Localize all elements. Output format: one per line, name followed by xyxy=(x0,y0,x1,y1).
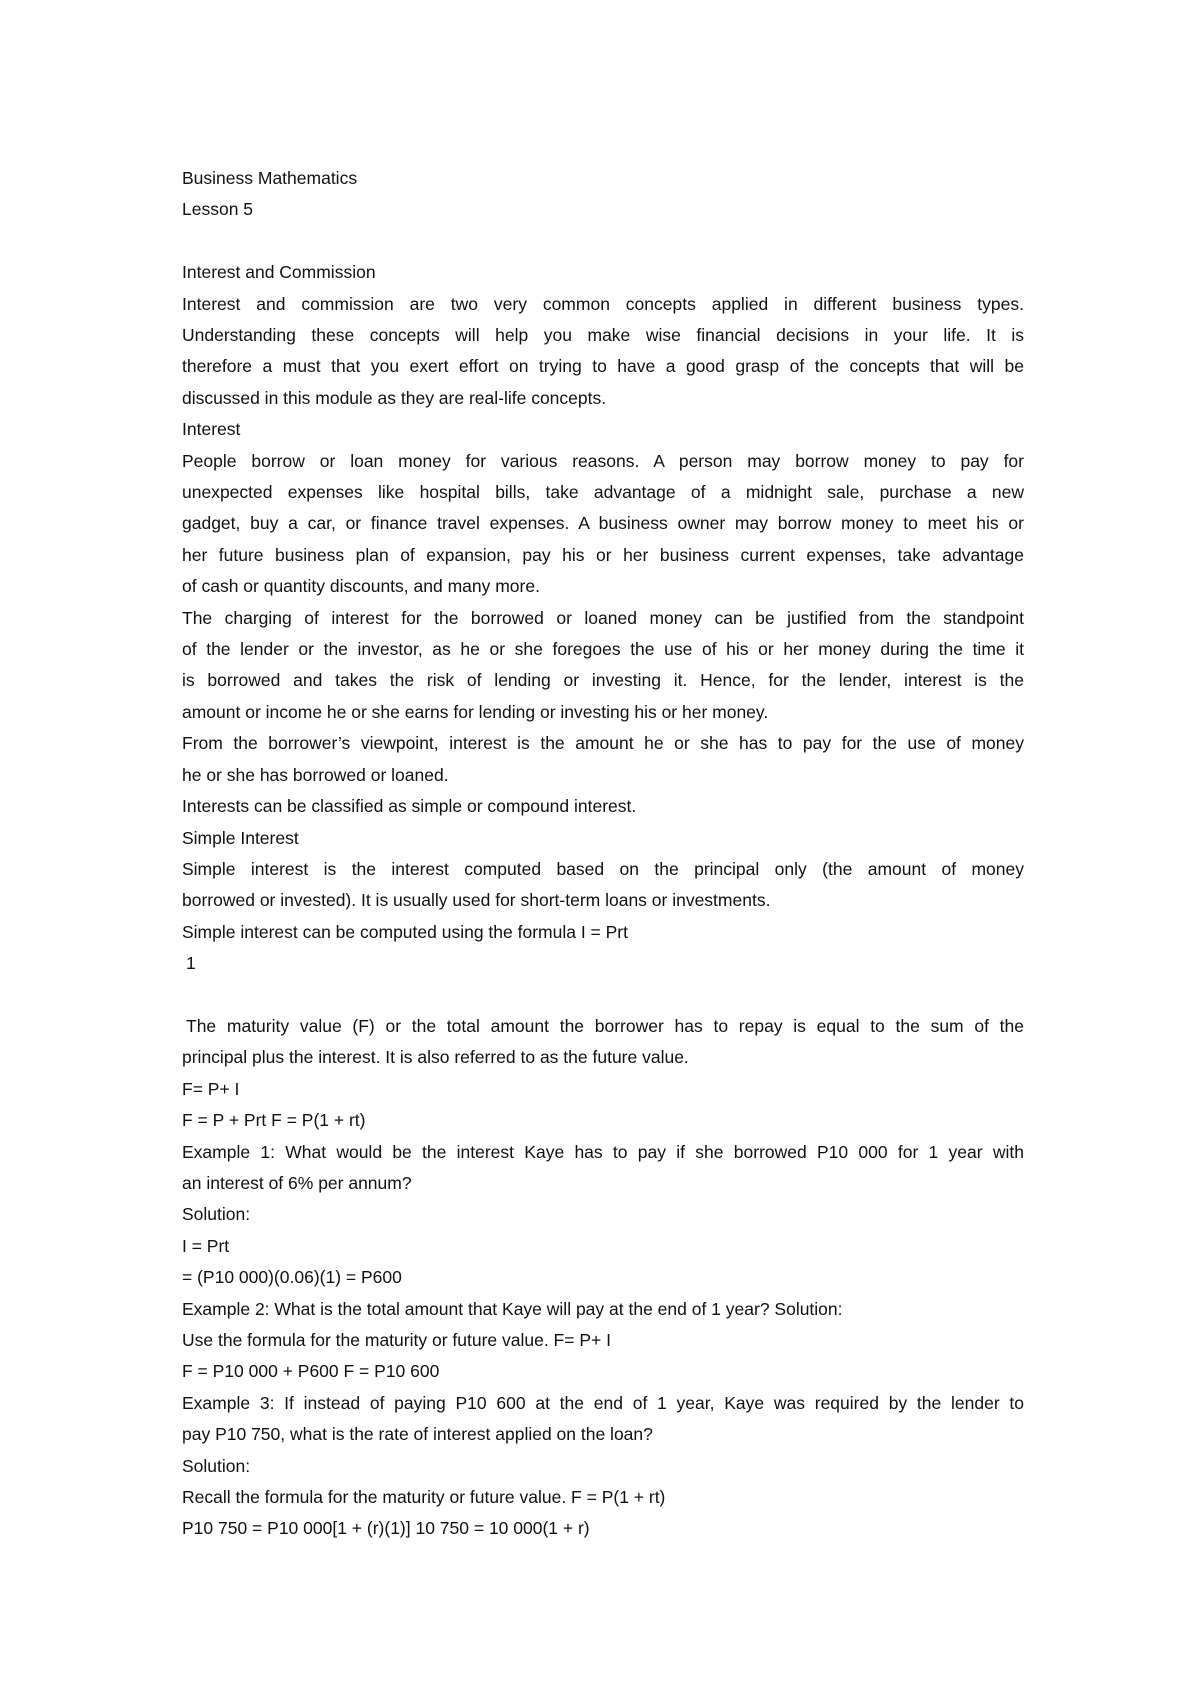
formula-f-1: F= P+ I xyxy=(182,1078,240,1099)
solution-2-line: Use the formula for the maturity or future value. F= P+ I xyxy=(182,1330,611,1350)
example-1-line: Example 1: What would be the interest Kaye has to pay if she borrowed P10 000 for 1 year with xyxy=(182,1141,1024,1162)
simple-interest-heading: Simple Interest xyxy=(182,827,299,848)
page-number: 1 xyxy=(186,953,196,974)
solution-label: Solution: xyxy=(182,1204,251,1225)
charging-line: of the lender or the investor, as he or she foregoes the use of his or her money during the time it xyxy=(182,639,1024,660)
solution-1-line: I = Prt xyxy=(182,1235,230,1256)
charging-line: is borrowed and takes the risk of lending or investing it. Hence, for the lender, interest is the xyxy=(182,670,1024,691)
charging-line: amount or income he or she earns for lending or investing his or her money. xyxy=(182,701,769,722)
intro-line: discussed in this module as they are real-life concepts. xyxy=(182,387,607,408)
charging-line: The charging of interest for the borrowed or loaned money can be justified from the standpoint xyxy=(182,607,1024,628)
borrow-line: her future business plan of expansion, pay his or her business current expenses, take advantage xyxy=(182,544,1024,565)
example-3-line: Example 3: If instead of paying P10 600 at the end of 1 year, Kaye was required by the lender to xyxy=(182,1392,1024,1413)
simple-line: borrowed or invested). It is usually used for short-term loans or investments. xyxy=(182,890,771,911)
solution-1-line: = (P10 000)(0.06)(1) = P600 xyxy=(182,1267,402,1288)
blank-line xyxy=(182,980,1024,1011)
solution-2-line: F = P10 000 + P600 F = P10 600 xyxy=(182,1361,440,1382)
blank-line xyxy=(182,226,1024,257)
intro-line: Understanding these concepts will help you make wise financial decisions in your life. It is xyxy=(182,325,1024,346)
intro-line: Interest and commission are two very common concepts applied in different business types. xyxy=(182,293,1024,314)
formula-f-2: F = P + Prt F = P(1 + rt) xyxy=(182,1110,366,1131)
example-1-line: an interest of 6% per annum? xyxy=(182,1172,412,1193)
borrower-line: he or she has borrowed or loaned. xyxy=(182,764,449,785)
course-title: Business Mathematics xyxy=(182,168,358,188)
intro-line: therefore a must that you exert effort on trying to have a good grasp of the concepts that will be xyxy=(182,356,1024,377)
maturity-line: principal plus the interest. It is also referred to as the future value. xyxy=(182,1047,689,1068)
borrow-line: of cash or quantity discounts, and many more. xyxy=(182,576,540,597)
solution-3-line: P10 750 = P10 000[1 + (r)(1)] 10 750 = 10 000(1 + r) xyxy=(182,1518,590,1539)
example-2-line: Example 2: What is the total amount that Kaye will pay at the end of 1 year? Solution: xyxy=(182,1298,843,1319)
classified-line: Interests can be classified as simple or compound interest. xyxy=(182,796,637,817)
maturity-line: The maturity value (F) or the total amount the borrower has to repay is equal to the sum of the xyxy=(186,1015,1024,1036)
borrow-line: gadget, buy a car, or finance travel expenses. A business owner may borrow money to meet his or xyxy=(182,513,1024,534)
borrow-line: People borrow or loan money for various reasons. A person may borrow money to pay for xyxy=(182,450,1024,471)
solution-3-line: Recall the formula for the maturity or future value. F = P(1 + rt) xyxy=(182,1487,666,1508)
section-title: Interest and Commission xyxy=(182,262,376,283)
solution-label: Solution: xyxy=(182,1455,251,1476)
formula-line: Simple interest can be computed using the formula I = Prt xyxy=(182,921,628,942)
document-body xyxy=(182,163,1024,1545)
simple-line: Simple interest is the interest computed based on the principal only (the amount of money xyxy=(182,858,1024,879)
lesson-label: Lesson 5 xyxy=(182,199,254,220)
borrower-line: From the borrower’s viewpoint, interest is the amount he or she has to pay for the use of money xyxy=(182,733,1024,754)
example-3-line: pay P10 750, what is the rate of interest applied on the loan? xyxy=(182,1424,653,1445)
borrow-line: unexpected expenses like hospital bills, take advantage of a midnight sale, purchase a new xyxy=(182,482,1024,503)
interest-heading: Interest xyxy=(182,419,241,440)
